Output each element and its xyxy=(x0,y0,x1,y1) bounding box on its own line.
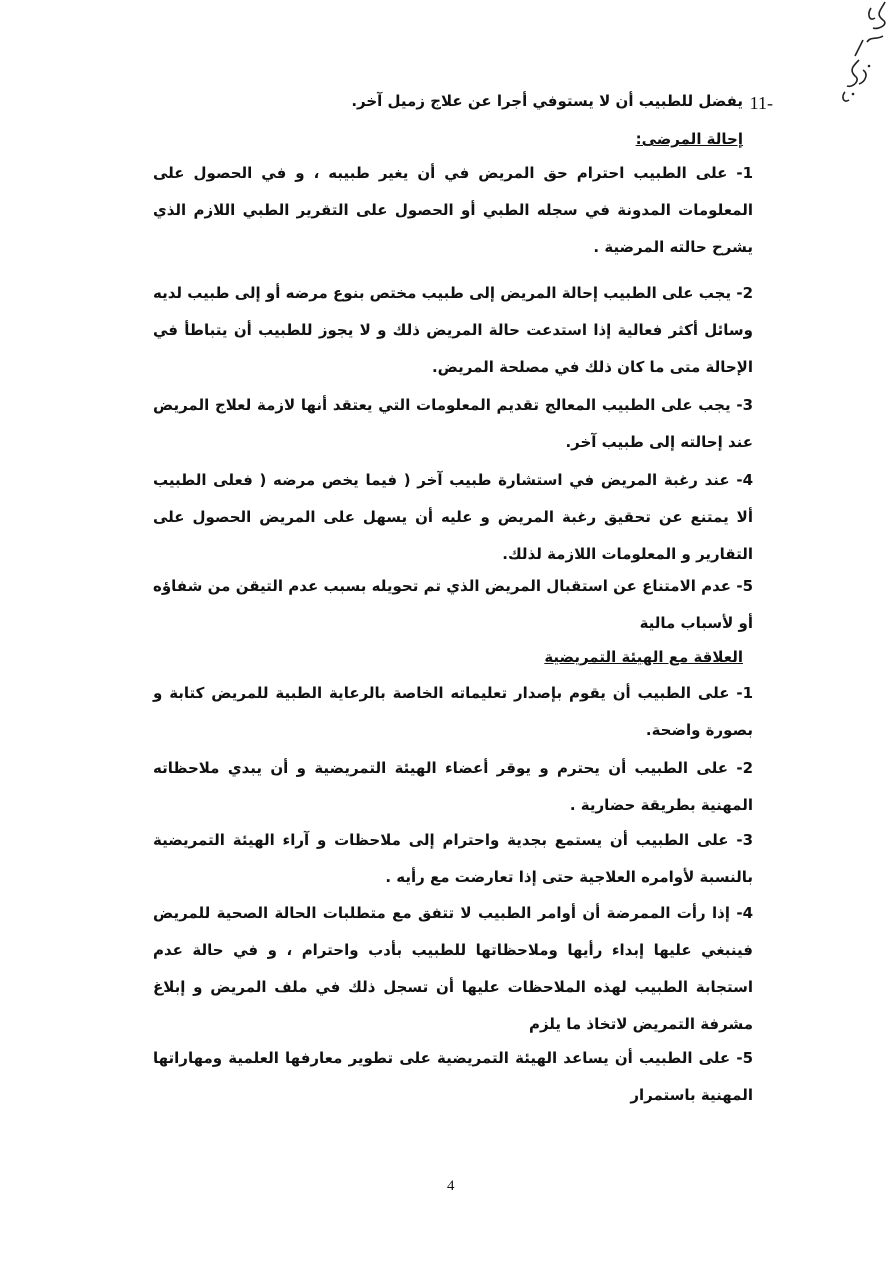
referral-item-4: 4- عند رغبة المريض في استشارة طبيب آخر ( فيما يخص مرضه ( فعلى الطبيب ألا يمتنع عن تحقيق رغبة المريض و عليه أن يسهل على المريض الحصول على التقارير و المعلومات اللازمة لذلك. xyxy=(153,471,753,563)
item-11-text: يفضل للطبيب أن لا يستوفي أجرا عن علاج زميل آخر. xyxy=(351,92,743,110)
nursing-item-3: 3- على الطبيب أن يستمع بجدية واحترام إلى ملاحظات و آراء الهيئة التمريضية بالنسبة لأوامره العلاجية حتى إذا تعارضت مع رأيه . xyxy=(153,831,753,886)
referral-item-2: 2- يجب على الطبيب إحالة المريض إلى طبيب مختص بنوع مرضه أو إلى طبيب لديه وسائل أكثر فعالية إذا استدعت حالة المريض ذلك و لا يجوز للطبيب أن يتباطأ في الإحالة متى ما كان ذلك في مصلحة المريض. xyxy=(153,284,753,376)
nursing-item-1: 1- على الطبيب أن يقوم بإصدار تعليماته الخاصة بالرعاية الطبية للمريض كتابة و بصورة واضحة. xyxy=(153,684,753,739)
nursing-item-5: 5- على الطبيب أن يساعد الهيئة التمريضية على تطوير معارفها العلمية ومهاراتها المهنية باستمرار xyxy=(153,1049,753,1104)
item-11-number: 11- xyxy=(749,93,773,113)
nursing-item-4: 4- إذا رأت الممرضة أن أوامر الطبيب لا تتفق مع متطلبات الحالة الصحية للمريض فينبغي عليها إبداء رأيها وملاحظاتها للطبيب بأدب واحترام ، و في حالة عدم استجابة الطبيب لهذه الملاحظات عليها أن تسجل ذلك في ملف المريض و إبلاغ مشرفة التمريض لاتخاذ ما يلزم xyxy=(153,904,753,1033)
referral-item-3: 3- يجب على الطبيب المعالج تقديم المعلومات التي يعتقد أنها لازمة لعلاج المريض عند إحالته إلى طبيب آخر. xyxy=(153,396,753,451)
referral-item-5: 5- عدم الامتناع عن استقبال المريض الذي تم تحويله بسبب عدم التيقن من شفاؤه أو لأسباب مالية xyxy=(153,577,753,632)
referral-item-1: 1- على الطبيب احترام حق المريض في أن يغير طبيبه ، و في الحصول على المعلومات المدونة في سجله الطبي أو الحصول على التقرير الطبي اللازم الذي يشرح حالته المرضية . xyxy=(153,164,753,256)
nursing-item-2: 2- على الطبيب أن يحترم و يوقر أعضاء الهيئة التمريضية و أن يبدي ملاحظاته المهنية بطريقة حضارية . xyxy=(153,759,753,814)
section-referral-title: إحالة المرضى: xyxy=(635,130,743,148)
section-nursing-title: العلاقة مع الهيئة التمريضية xyxy=(544,648,743,666)
handwritten-note xyxy=(823,0,893,110)
page-number: 4 xyxy=(447,1178,455,1194)
